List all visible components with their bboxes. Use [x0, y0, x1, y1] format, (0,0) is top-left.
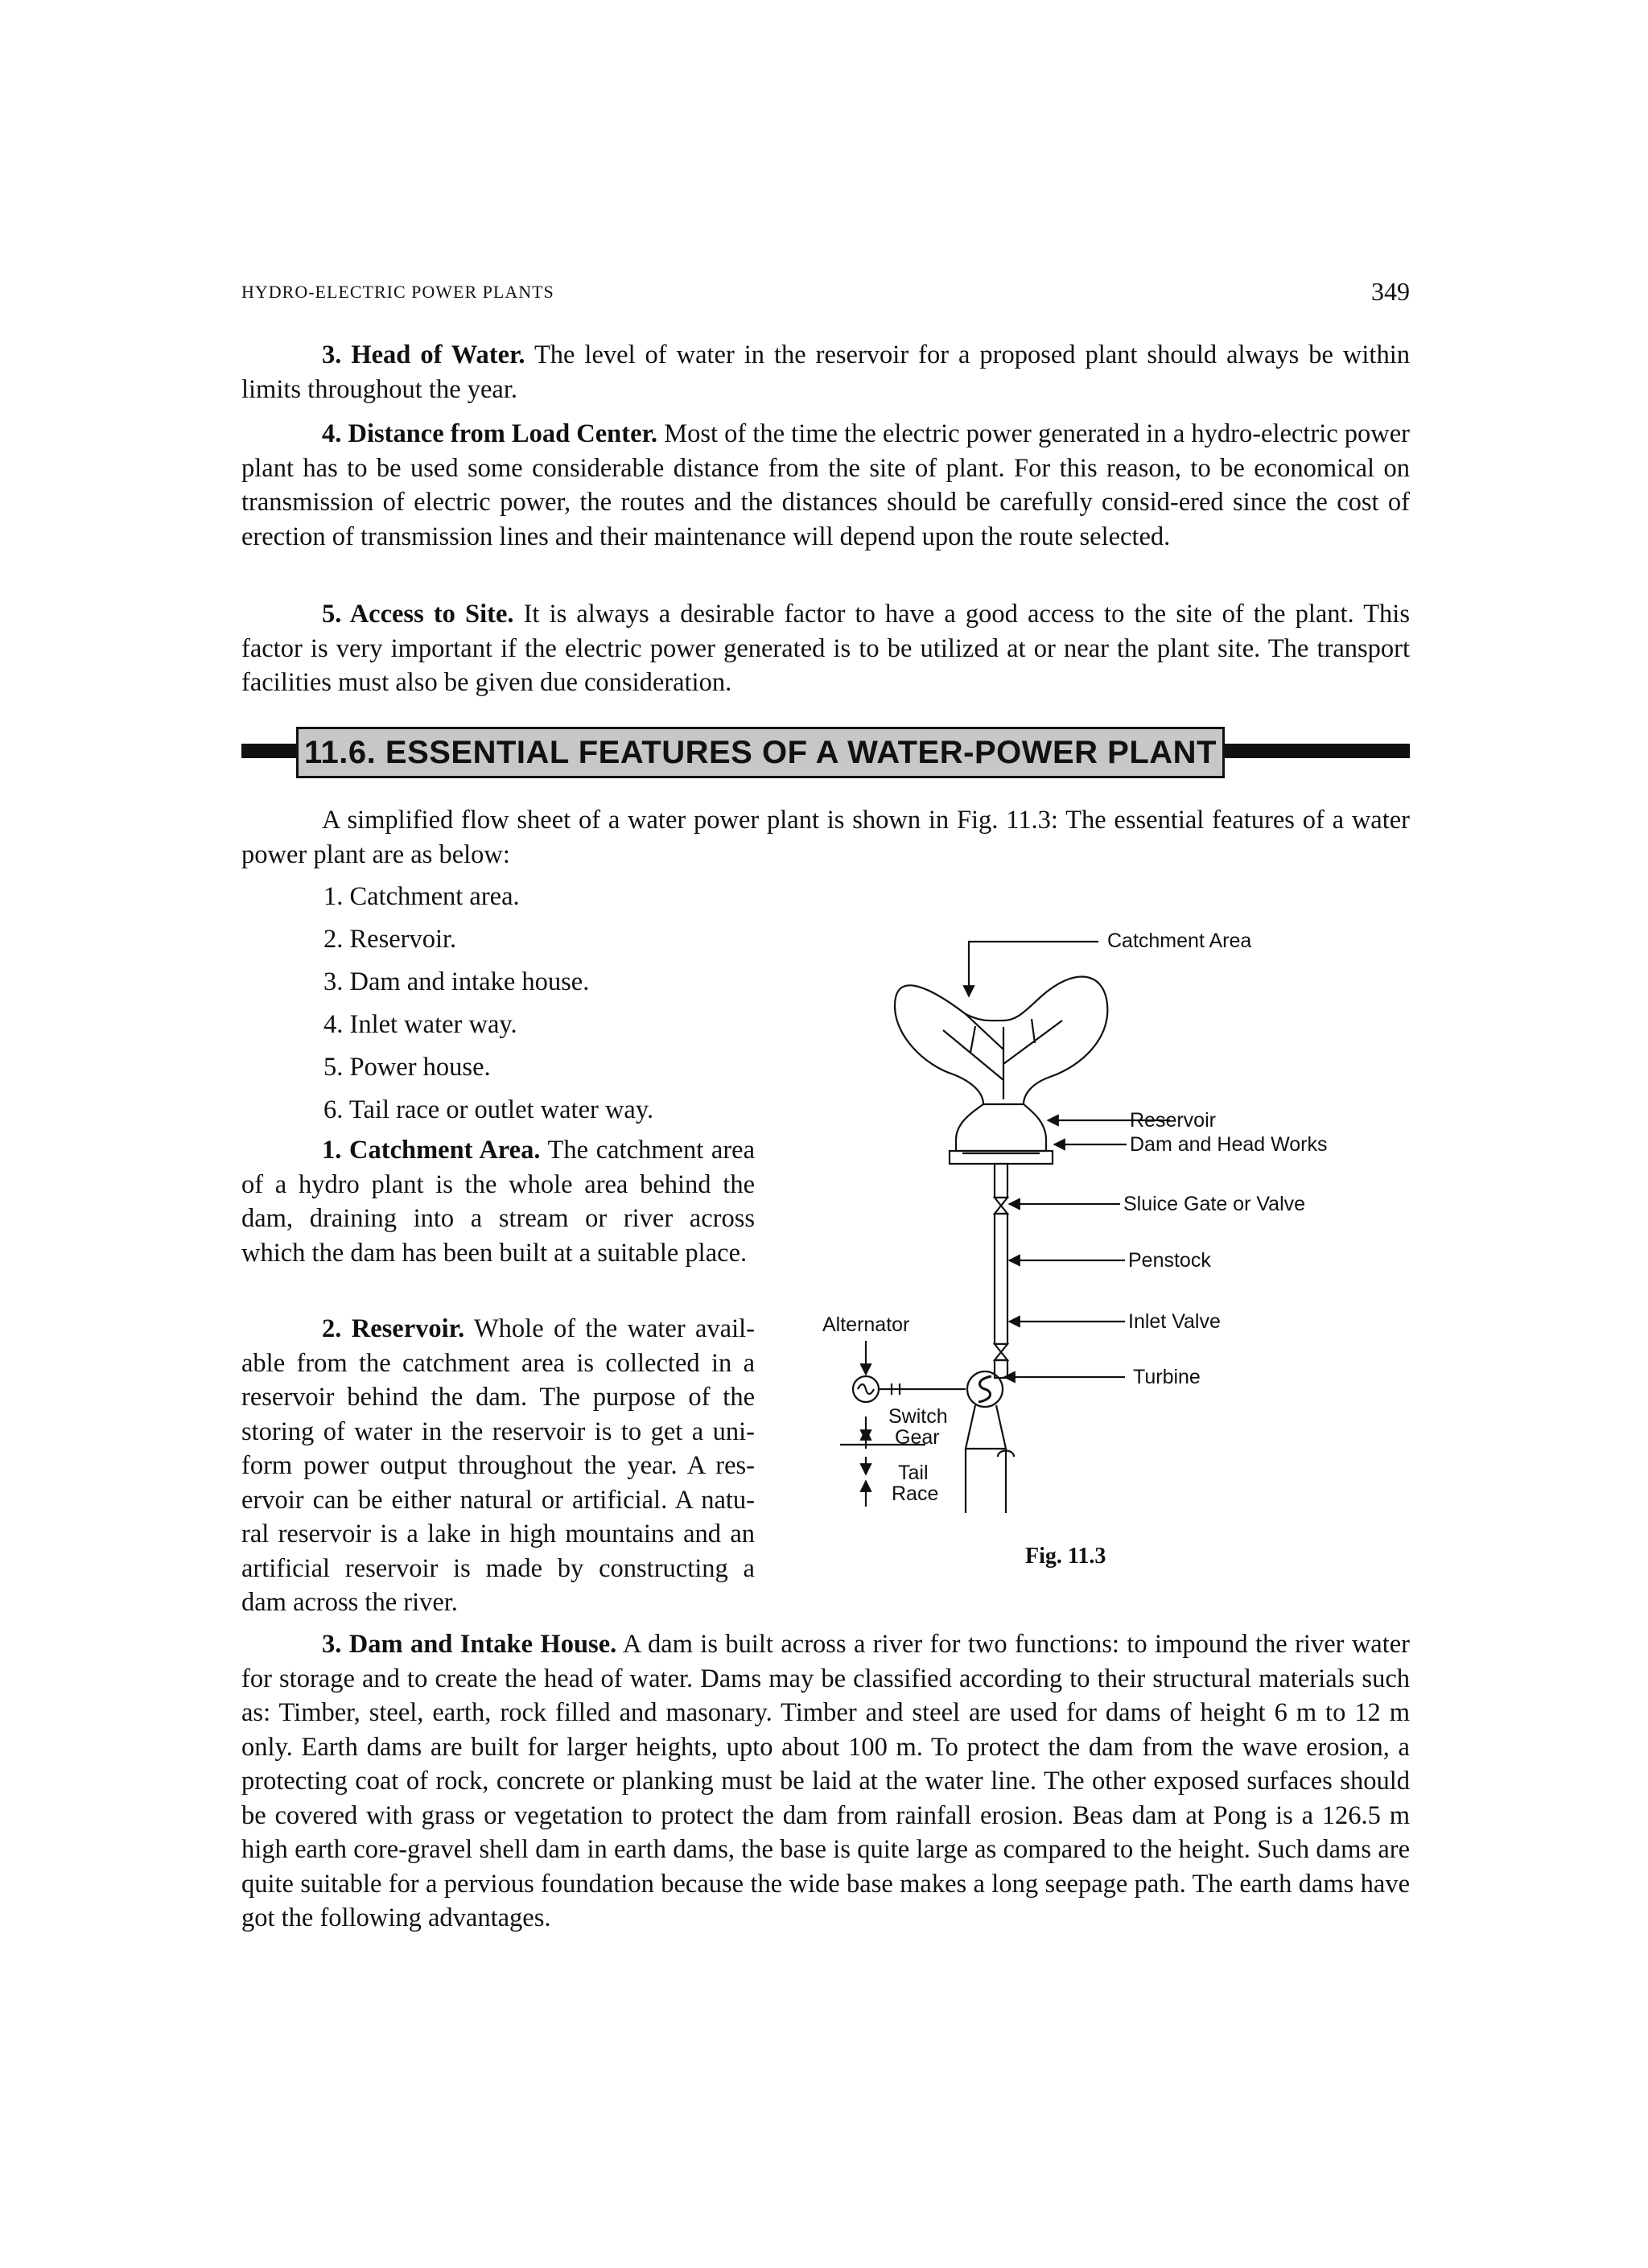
- page-number: 349: [1371, 277, 1410, 306]
- paragraph-text: A dam is built across a river for two functions: to impound the river water for storage and to create the head of water. Dams may be classified according to their structural materials such as: Timber, steel, earth, rock filled and masonary. Timber and steel are used for dams of height 6 m to 12 m only. Earth dams are built for larger heights, upto about 100 m. To protect the dam from the wave erosion, a protecting coat of rock, concrete or planking must be laid at the water line. The other exposed surfaces should be covered with grass or vegetation to protect the dam from rainfall erosion. Beas dam at Pong is a 126.5 m high earth core-gravel shell dam in earth dams, the base is quite large as compared to the height. Such dams are quite suitable for a pervious foundation because the wide base makes a long seepage path. The earth dams have got the following advantages.: [241, 1630, 1411, 1932]
- label-dam-head-works: Dam and Head Works: [1130, 1133, 1328, 1156]
- penstock-shape: [995, 1214, 1007, 1344]
- list-item: 1. Catchment area.: [323, 882, 520, 911]
- label-catchment-area: Catchment Area: [1107, 930, 1252, 952]
- paragraph-heading: 1. Catchment Area.: [322, 1136, 541, 1165]
- paragraph-text: The level of water in the reservoir for a proposed plant should always be within limits throughout the year.: [241, 340, 1410, 404]
- reservoir-shape: [956, 1104, 1046, 1151]
- label-reservoir: Reservoir: [1130, 1109, 1216, 1132]
- label-alternator: Alternator: [822, 1313, 910, 1336]
- label-sluice-gate: Sluice Gate or Valve: [1123, 1193, 1306, 1215]
- label-race: Race: [892, 1482, 939, 1505]
- running-header: [241, 277, 1410, 314]
- inlet-valve-symbol: [995, 1344, 1007, 1360]
- running-title: HYDRO-ELECTRIC POWER PLANTS: [241, 282, 554, 302]
- list-item: 3. Dam and intake house.: [323, 967, 590, 996]
- paragraph-access-to-site: [241, 597, 1410, 700]
- list-item: 5. Power house.: [323, 1053, 491, 1082]
- paragraph-catchment-area: [241, 1133, 755, 1270]
- paragraph-text: The catchment area of a hydro plant is the whole area behind the dam, draining into a stream or river across which the dam has been built at a suitable place.: [241, 1136, 755, 1268]
- label-turbine: Turbine: [1133, 1366, 1201, 1388]
- paragraph-dam-intake-house: [241, 1627, 1410, 1936]
- paragraph-head-of-water: [241, 338, 1410, 406]
- catchment-area-shape: [895, 977, 1107, 1104]
- list-item: 2. Reservoir.: [323, 925, 457, 954]
- flow-sheet-diagram: [805, 893, 1416, 1577]
- paragraph-text: Most of the time the electric power generated in a hydro-electric power plant has to be used some considerable distance from the site of plant. For this reason, to be economical on transmission of electric power, the routes and the distances should be carefully consid-ered since the cost of erection of transmission lines and their maintenance will depend upon the route selected.: [241, 419, 1410, 551]
- list-item: 4. Inlet water way.: [323, 1010, 517, 1039]
- sluice-valve-symbol: [995, 1198, 1007, 1214]
- list-item: 6. Tail race or outlet water way.: [323, 1095, 654, 1124]
- paragraph-text: It is always a desirable factor to have a good access to the site of the plant. This factor is very important if the electric power generated is to be utilized at or near the plant site. The transport facilities must also be given due consideration.: [241, 600, 1410, 697]
- label-switch: Switch: [888, 1405, 948, 1428]
- figure-caption: Fig. 11.3: [1025, 1544, 1106, 1569]
- paragraph-heading: 5. Access to Site.: [322, 600, 514, 629]
- label-gear: Gear: [895, 1426, 940, 1449]
- tail-race-channel: [966, 1449, 1014, 1513]
- figure-hydro-flow-sheet: [805, 893, 1416, 1577]
- leader-catchment-area: [969, 942, 1098, 996]
- paragraph-reservoir: [241, 1312, 755, 1620]
- paragraph-heading: 2. Reservoir.: [322, 1314, 465, 1343]
- feature-list: [323, 876, 653, 1132]
- paragraph-heading: 4. Distance from Load Center.: [322, 419, 658, 448]
- label-penstock: Penstock: [1128, 1249, 1211, 1272]
- section-title: 11.6. ESSENTIAL FEATURES OF A WATER-POWER PLANT: [304, 735, 1217, 770]
- paragraph-distance-load-center: [241, 417, 1410, 554]
- section-heading-box: [296, 727, 1225, 778]
- label-tail: Tail: [898, 1462, 929, 1484]
- section-intro: A simplified flow sheet of a water power plant is shown in Fig. 11.3: The essential features of a water power plant are as below:: [241, 806, 1410, 869]
- paragraph-heading: 3. Head of Water.: [322, 340, 525, 369]
- paragraph-heading: 3. Dam and Intake House.: [322, 1630, 617, 1659]
- paragraph-text: Whole of the water avail-able from the catchment area is collected in a reservoir behind the dam. The purpose of the storing of water in the reservoir is to get a uni-form power output throughout the year. A res-ervoir can be either natural or artificial. A natu-ral reservoir is a lake in high mountains and an artificial reservoir is made by constructing a dam across the river.: [241, 1314, 755, 1617]
- label-inlet-valve: Inlet Valve: [1128, 1310, 1221, 1333]
